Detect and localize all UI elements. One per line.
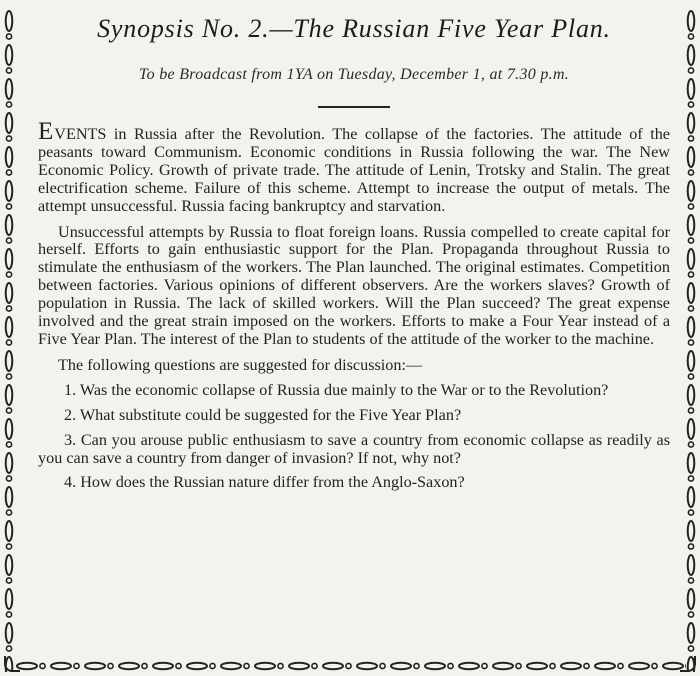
bottom-chain-border <box>14 658 686 674</box>
paragraph-events-text: VENTS in Russia after the Revolution. The collapse of the factories. The attitude of the peasants toward Communism. Economic conditions in Russia following the war. The New Economic Policy. Growth of private trade. The attitude of Lenin, Trotsky and Stalin. The great electrification scheme. Failure of this scheme. Attempt to increase the output of metals. The attempt unsuccessful. Russia facing bankruptcy and starvation. <box>38 125 670 215</box>
question-2: 2. What substitute could be suggested for the Five Year Plan? <box>64 405 462 424</box>
article-body <box>38 118 670 492</box>
drop-cap: E <box>38 118 55 145</box>
question-4: 4. How does the Russian nature differ from the Anglo-Saxon? <box>64 473 465 492</box>
question-1: 1. Was the economic collapse of Russia due mainly to the War or to the Revolution? <box>64 380 609 399</box>
divider-rule <box>318 106 390 108</box>
right-chain-border <box>683 8 699 672</box>
questions-intro: The following questions are suggested for discussion:— <box>58 355 423 374</box>
question-3: 3. Can you arouse public enthusiasm to save a country from economic collapse as readily as you can save a country from danger of invasion? If not, why not? <box>38 430 670 467</box>
bottom-right-corner <box>680 656 696 672</box>
paragraph-events <box>38 118 670 216</box>
left-chain-border <box>1 8 17 672</box>
bottom-left-corner <box>4 656 20 672</box>
broadcast-subtitle: To be Broadcast from 1YA on Tuesday, December 1, at 7.30 p.m. <box>138 66 570 83</box>
article-title: Synopsis No. 2.—The Russian Five Year Plan. <box>97 14 611 43</box>
article <box>38 0 670 492</box>
paragraph-loans: Unsuccessful attempts by Russia to float foreign loans. Russia compelled to create capital for herself. Efforts to gain enthusiastic support for the Plan. Propaganda throughout Russia to stimulate the enthusiasm of the workers. The Plan launched. The original estimates. Competition between factories. Various opinions of different observers. Are the workers slaves? Growth of population in Russia. The lack of skilled workers. Will the Plan succeed? The great expense involved and the great strain imposed on the workers. Efforts to make a Four Year instead of a Five Year Plan. The interest of the Plan to students of the attitude of the worker to the machine. <box>38 222 670 348</box>
